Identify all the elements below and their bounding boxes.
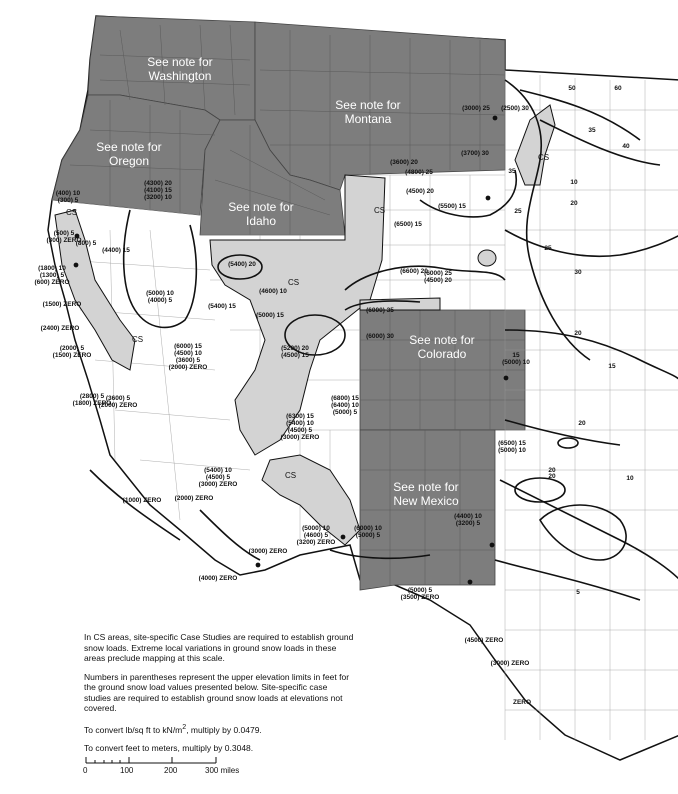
contour-label: (4000) ZERO [198, 575, 238, 582]
contour-label: (5400) 10 (4500) 5 (3000) ZERO [198, 467, 238, 488]
contour-label: (3000) 25 [462, 105, 490, 112]
contour-label: 10 [570, 179, 578, 186]
note-colorado: See note for Colorado [409, 333, 475, 361]
contour-label: (3000) ZERO [490, 660, 530, 667]
cs-label: CS [132, 335, 144, 344]
contour-label: (4500) ZERO [464, 637, 504, 644]
contour-label: 10 [626, 475, 634, 482]
contour-label: (6000) 10 (5000) 5 [354, 525, 382, 539]
contour-label: (3700) 30 [461, 150, 489, 157]
cs-label: CS [66, 208, 78, 217]
note-idaho: See note for Idaho [228, 200, 294, 228]
contour-label: 25 [544, 245, 552, 252]
contour-label: (4600) 10 [259, 288, 287, 295]
contour-label: (2800) 5 (1800) ZERO [72, 393, 112, 407]
legend-notes [84, 632, 354, 761]
contour-label: (6000) 25 (4500) 20 [424, 270, 452, 284]
contour-label: (1800) 10 (1300) 5 (600) ZERO [34, 265, 70, 286]
contour-label: 20 [578, 420, 586, 427]
contour-label: (6000) 15 (4500) 10 (3600) 5 (2000) ZERO [168, 343, 208, 371]
contour-label: (3600) 5 (2000) ZERO [98, 395, 138, 409]
contour-label: 15 (5000) 10 [502, 352, 530, 366]
contour-label: 35 [508, 168, 516, 175]
contour-label: (4400) 15 [102, 247, 130, 254]
cs-label: CS [288, 278, 300, 287]
contour-label: 20 [570, 200, 578, 207]
cs-label: CS [538, 153, 550, 162]
contour-label: (6800) 15 (6400) 10 (5000) 5 [331, 395, 359, 416]
contour-label: (4400) 10 (3200) 5 [454, 513, 482, 527]
conversion-note-1-sup: 2 [182, 722, 187, 731]
contour-label: (6000) 35 [366, 307, 394, 314]
contour-label: 25 [514, 208, 522, 215]
cs-note: In CS areas, site-specific Case Studies are required to establish ground snow loads. Extreme local variations in ground snow loads in these areas preclude mapping at this scale. [84, 632, 354, 663]
conversion-note-1-suffix: , multiply by 0.0479. [186, 724, 262, 735]
contour-label: (2000) 5 (1500) ZERO [52, 345, 92, 359]
conversion-note-2: To convert feet to meters, multiply by 0.3048. [84, 742, 254, 753]
contour-label: (6600) 20 [400, 268, 428, 275]
contour-label: (3000) ZERO [248, 548, 288, 555]
contour-label: (6500) 15 (5000) 10 [498, 440, 526, 454]
contour-label: (4800) 25 [405, 169, 433, 176]
contour-label: (5000) 10 (4600) 5 (3200) ZERO [296, 525, 336, 546]
contour-label: 30 [574, 269, 582, 276]
contour-label: (4300) 20 (4100) 15 (3200) 10 [144, 180, 172, 201]
scale-tick-100: 100 [120, 766, 134, 775]
contour-label: 60 [614, 85, 622, 92]
contour-label: (800) 5 [75, 240, 97, 247]
contour-label: (6500) 15 [394, 221, 422, 228]
note-washington: See note for Washington [147, 55, 213, 83]
contour-label: (5000) 5 (3500) ZERO [400, 587, 440, 601]
note-montana: See note for Montana [335, 98, 401, 126]
cs-label: CS [374, 206, 386, 215]
contour-label: 50 [568, 85, 576, 92]
contour-label: (3600) 20 [390, 159, 418, 166]
contour-label: (2400) ZERO [40, 325, 80, 332]
contour-label: (5000) 10 (4000) 5 [146, 290, 174, 304]
cs-label: CS [285, 471, 297, 480]
scale-tick-0: 0 [83, 766, 88, 775]
note-oregon: See note for Oregon [96, 140, 162, 168]
contour-label: (5400) 20 [228, 261, 256, 268]
contour-label: (5200) 20 (4500) 15 [281, 345, 309, 359]
conversion-note-1-text: To convert lb/sq ft to kN/m [84, 724, 183, 735]
contour-label: (500) 5 (300) ZERO [46, 230, 82, 244]
contour-label: (2500) 30 [501, 105, 529, 112]
contour-label: 20 [548, 473, 556, 480]
elevation-note: Numbers in parentheses represent the upper elevation limits in feet for the ground snow load values presented below. Site-specific case studies are required to establish ground snow loads at elevations not covered. [84, 671, 350, 713]
scale-tick-200: 200 [164, 766, 178, 775]
contour-label: (6300) 15 (5400) 10 (4500) 5 (3000) ZERO [280, 413, 320, 441]
contour-label: ZERO [512, 699, 532, 706]
contour-label: (5500) 15 [438, 203, 466, 210]
contour-label: 20 [548, 467, 556, 474]
conversion-note-1 [84, 722, 354, 735]
scale-tick-300: 300 miles [205, 766, 240, 775]
contour-label: 15 [608, 363, 616, 370]
contour-label: (1500) ZERO [42, 301, 82, 308]
contour-label: (2000) ZERO [174, 495, 214, 502]
contour-label: (5000) 15 [256, 312, 284, 319]
contour-label: 20 [574, 330, 582, 337]
contour-label: (400) 10 (300) 5 [55, 190, 81, 204]
contour-label: (4500) 20 [406, 188, 434, 195]
contour-label: 5 [576, 589, 580, 596]
contour-label: (6000) 30 [366, 333, 394, 340]
contour-label: (1000) ZERO [122, 497, 162, 504]
contour-label: 40 [622, 143, 630, 150]
contour-label: (5400) 15 [208, 303, 236, 310]
contour-label: 35 [588, 127, 596, 134]
note-new-mexico: See note for New Mexico [393, 480, 459, 508]
